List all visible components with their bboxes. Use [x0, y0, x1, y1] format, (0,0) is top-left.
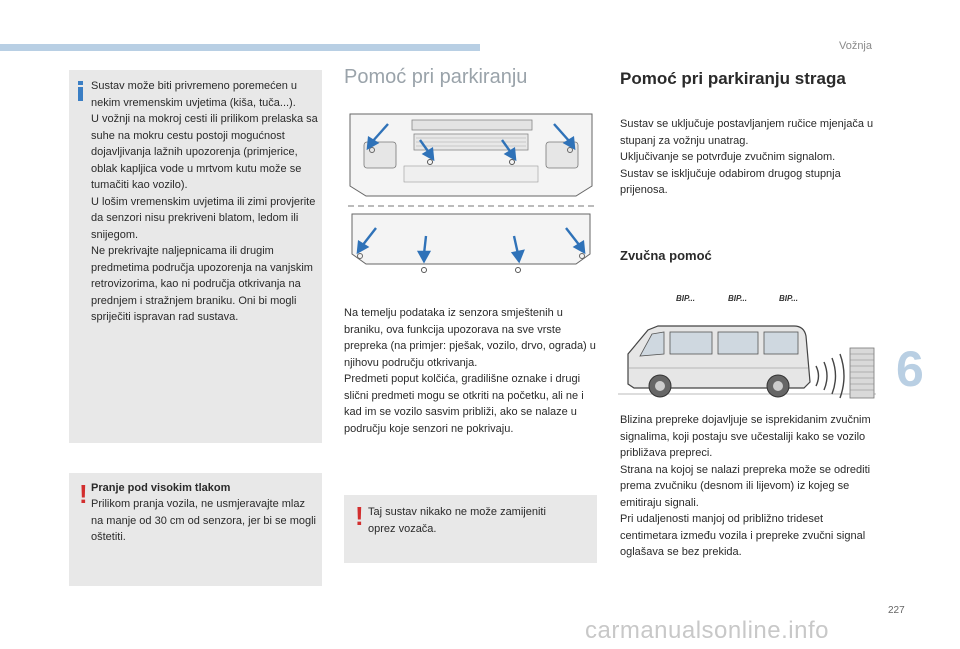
warning-text-driver: Taj sustav nikako ne može zamijeniti oprez vozača. [368, 506, 546, 535]
van-reversing-illustration [618, 310, 878, 406]
warning-text: Prilikom pranja vozila, ne usmjeravajte mlaz na manje od 30 cm od senzora, jer bi se mogli oštetiti. [91, 498, 317, 543]
sound-wave-icon [816, 354, 844, 398]
rear-bumper-illustration [352, 214, 590, 273]
info-text: Sustav može biti privremeno poremećen u nekim vremenskim uvjetima (kiša, tuča...). U vožnji na mokroj cesti ili prilikom prelaska sa suhe na mokru cestu postoji mogućnost dojavljivanja lažnih upozorenja (primjerice, oblak kapljica vode u mrtvom kutu može se tumačiti kao vozilo). U lošim vremenskim uvjetima ili zimi provjerite da senzori nisu prekriveni blatom, ledom ili snijegom. Ne prekrivajte naljepnicama ili drugim predmetima područja upozorenja na vanjskim retrovizorima, kao ni područja otkrivanja na prednjem i stražnjem braniku. Oni bi mogli spriječiti ispravan rad sustava. [91, 80, 318, 323]
info-box [69, 70, 322, 443]
section-title-rear-parking-aid: Pomoć pri parkiranju straga [620, 69, 846, 88]
warning-box-driver [344, 495, 597, 563]
rear-parking-intro: Sustav se uključuje postavljanjem ručice mjenjača u stupanj za vožnju unatrag. Uključivanje se potvrđuje zvučnim signalom. Sustav se isključuje odabirom drugog stupnja prijenosa. [620, 118, 874, 196]
parking-aid-body: Na temelju podataka iz senzora smještenih u braniku, ova funkcija upozorava na sve vrste prepreka (na primjer: pješak, vozilo, drvo, ograda) u njihovu području otkrivanja. Predmeti poput kolčića, gradilišne oznake i drugi slični predmeti mogu se otkriti na početku, ali ne i kad im se vozilo sasvim približi, ako se nalaze u području koje senzori ne pokrivaju. [344, 307, 596, 435]
audible-aid-body: Blizina prepreke dojavljuje se isprekidanim zvučnim signalima, koji postaju sve učestaliji kako se vozilo približava prepreci. Strana na kojoj se nalazi prepreka može se odrediti prema zvučniku (desnom ili lijevom) iz kojeg se emitiraju signali. Pri udaljenosti manjoj od približno trideset centimetara između vozila i prepreke zvučni signal oglašava se bez prekida. [620, 414, 871, 558]
section-title-parking-aid: Pomoć pri parkiranju [344, 66, 528, 88]
warning-icon: ! [355, 501, 364, 531]
bip-label: BIP... [779, 294, 798, 303]
info-icon [78, 81, 84, 101]
header-accent-bar [0, 44, 480, 51]
page-number: 227 [888, 605, 905, 616]
van-icon [628, 326, 810, 397]
chapter-number: 6 [896, 341, 924, 397]
warning-title: Pranje pod visokim tlakom [91, 482, 231, 494]
sensor-diagram [344, 106, 598, 286]
watermark: carmanualsonline.info [585, 617, 829, 644]
brick-wall-icon [850, 348, 874, 398]
bip-label: BIP... [676, 294, 695, 303]
subtitle-audible-aid: Zvučna pomoć [620, 248, 712, 263]
bip-label: BIP... [728, 294, 747, 303]
warning-box-washing [69, 473, 322, 586]
warning-icon: ! [79, 479, 88, 509]
section-label: Vožnja [838, 40, 872, 52]
